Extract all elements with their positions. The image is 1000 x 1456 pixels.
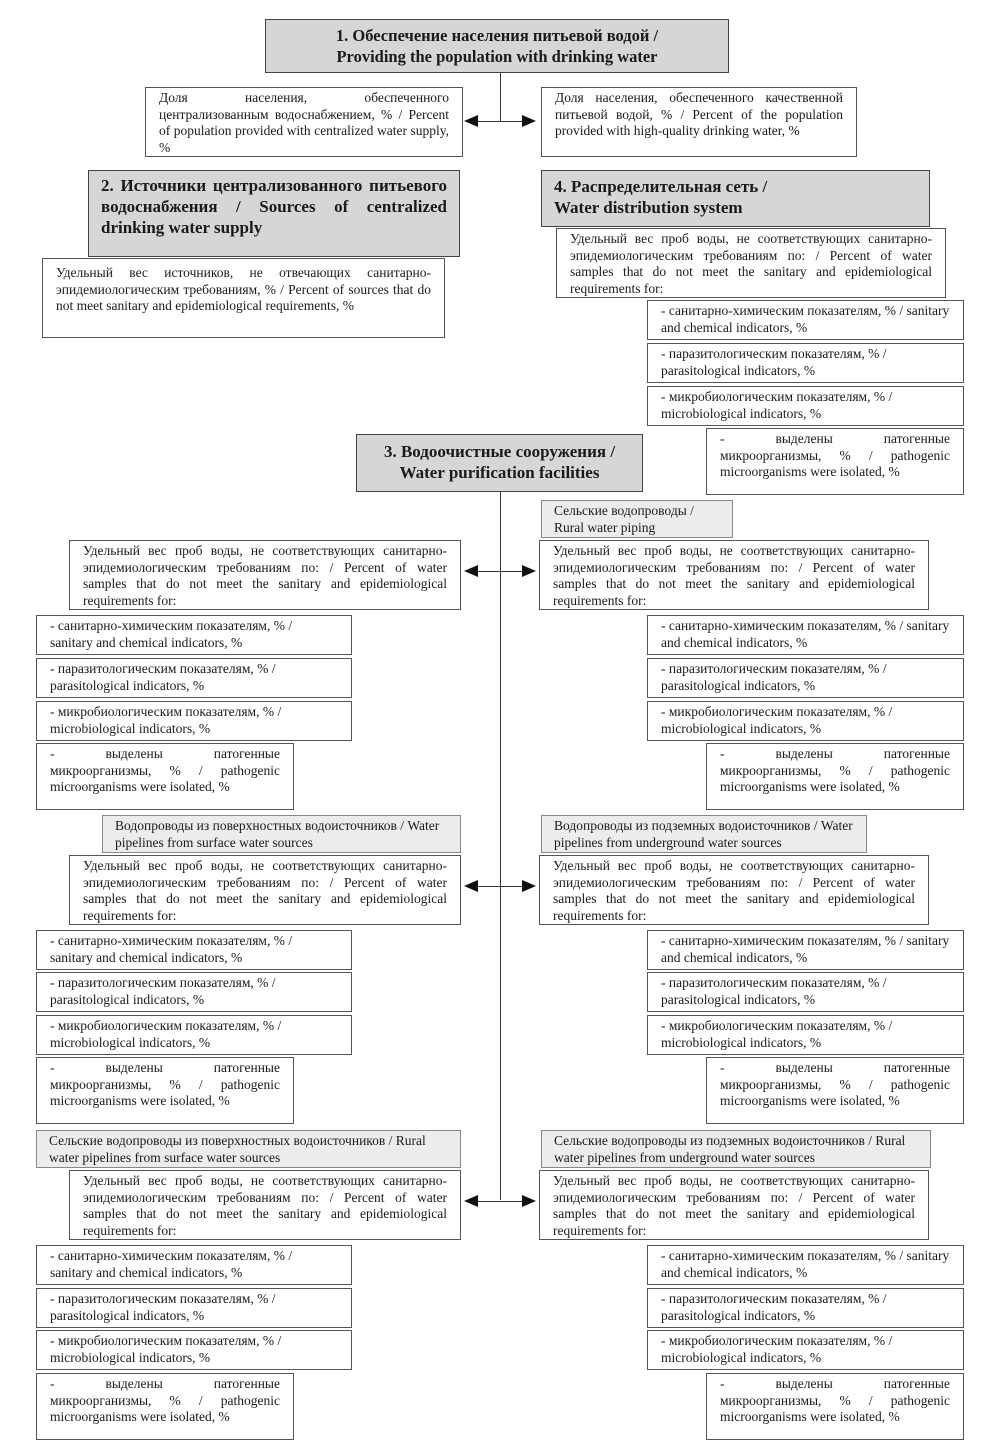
box-text: - паразитологическим показателям, % / parasitological indicators, %: [661, 661, 887, 693]
box-text: Удельный вес проб воды, не соответствующих санитарно-эпидемиологическим требованиям по: / Percent of water samples that do not meet the sanitary and epidemiological requirements for:: [83, 543, 447, 608]
box-text: - микробиологическим показателям, % / microbiological indicators, %: [50, 1018, 282, 1050]
subhead-rural-surface: [36, 1130, 461, 1168]
parasit-box: [36, 972, 352, 1012]
box-text: - микробиологическим показателям, % / microbiological indicators, %: [661, 389, 893, 421]
patho-box: [36, 1373, 294, 1440]
box-text: - санитарно-химическим показателям, % / sanitary and chemical indicators, %: [50, 933, 293, 965]
population-quality-box: [541, 87, 857, 157]
parasit-box: [36, 1288, 352, 1328]
box-text: - паразитологическим показателям, % / parasitological indicators, %: [661, 1291, 887, 1323]
subhead-text: Сельские водопроводы из подземных водоисточников / Rural water pipelines from underground water sources: [554, 1133, 906, 1165]
micro-box: [647, 701, 964, 741]
chem-box: [36, 615, 352, 655]
connector-h3: [478, 1201, 522, 1202]
box-text: - микробиологическим показателям, % / microbiological indicators, %: [661, 704, 893, 736]
chem-box: [36, 930, 352, 970]
subhead-text: Водопроводы из поверхностных водоисточников / Water pipelines from surface water sources: [115, 818, 440, 850]
arrow-right: [522, 115, 536, 127]
samples-box: [539, 1170, 929, 1240]
chem-box: [647, 300, 964, 340]
box-text: - выделены патогенные микроорганизмы, % / pathogenic microorganisms were isolated, %: [50, 1060, 280, 1108]
box-text: - микробиологическим показателям, % / microbiological indicators, %: [50, 704, 282, 736]
box-text: - санитарно-химическим показателям, % / sanitary and chemical indicators, %: [661, 933, 950, 965]
box-text: - выделены патогенные микроорганизмы, % / pathogenic microorganisms were isolated, %: [720, 431, 950, 479]
chem-box: [647, 615, 964, 655]
parasit-box: [36, 658, 352, 698]
patho-box: [706, 743, 964, 810]
parasit-box: [647, 658, 964, 698]
chem-box: [647, 1245, 964, 1285]
arrow-left: [464, 1195, 478, 1207]
box-text: Удельный вес проб воды, не соответствующих санитарно-эпидемиологическим требованиям по: / Percent of water samples that do not meet the sanitary and epidemiological requirements for:: [83, 858, 447, 923]
subhead-rural-underground: [541, 1130, 931, 1168]
box-text: - микробиологическим показателям, % / microbiological indicators, %: [661, 1333, 893, 1365]
box-text: Доля населения, обеспеченного централизованным водоснабжением, % / Percent of population provided with centralized water supply, %: [159, 90, 449, 155]
chem-box: [647, 930, 964, 970]
micro-box: [647, 386, 964, 426]
box-text: Удельный вес проб воды, не соответствующих санитарно-эпидемиологическим требованиям по: / Percent of water samples that do not meet the sanitary and epidemiological requirements for:: [570, 231, 932, 296]
box-text: - микробиологическим показателям, % / microbiological indicators, %: [661, 1018, 893, 1050]
box-text: Удельный вес проб воды, не соответствующих санитарно-эпидемиологическим требованиям по: / Percent of water samples that do not meet the sanitary and epidemiological requirements for:: [553, 858, 915, 923]
arrow-right: [522, 1195, 536, 1207]
samples-box: [556, 228, 946, 298]
connector-top-h: [478, 121, 522, 122]
box-text: - паразитологическим показателям, % / parasitological indicators, %: [50, 1291, 276, 1323]
box-text: - санитарно-химическим показателям, % / sanitary and chemical indicators, %: [661, 1248, 950, 1280]
patho-box: [36, 743, 294, 810]
micro-box: [36, 1330, 352, 1370]
connector-h1: [478, 571, 522, 572]
patho-box: [706, 1373, 964, 1440]
section4-title-ru: 4. Распределительная сеть /: [554, 177, 768, 196]
box-text: - паразитологическим показателям, % / parasitological indicators, %: [50, 975, 276, 1007]
arrow-left: [464, 565, 478, 577]
arrow-left: [464, 880, 478, 892]
box-text: Удельный вес проб воды, не соответствующих санитарно-эпидемиологическим требованиям по: / Percent of water samples that do not meet the sanitary and epidemiological requirements for:: [553, 543, 915, 608]
subhead-text: Сельские водопроводы / Rural water piping: [554, 503, 694, 535]
box-text: Удельный вес источников, не отвечающих санитарно-эпидемиологическим требованиям, % / Percent of sources that do not meet sanitary and epidemiological requirements, %: [56, 265, 431, 313]
samples-box: [539, 540, 929, 610]
connector-main: [500, 492, 501, 1200]
parasit-box: [647, 343, 964, 383]
micro-box: [36, 701, 352, 741]
box-text: Доля населения, обеспеченного качественной питьевой водой, % / Percent of the population provided with high-quality drinking water, %: [555, 90, 843, 138]
section3-header: [356, 434, 643, 492]
subhead-text: Водопроводы из подземных водоисточников / Water pipelines from underground water sources: [554, 818, 853, 850]
box-text: - паразитологическим показателям, % / parasitological indicators, %: [661, 346, 887, 378]
section2-header: [88, 170, 460, 257]
connector-top: [500, 72, 501, 122]
patho-box: [36, 1057, 294, 1124]
sources-noncompliant-box: [42, 258, 445, 338]
samples-box: [69, 855, 461, 925]
connector-h2: [478, 886, 522, 887]
section1-header: [265, 19, 729, 73]
parasit-box: [647, 1288, 964, 1328]
arrow-right: [522, 880, 536, 892]
micro-box: [647, 1330, 964, 1370]
samples-box: [539, 855, 929, 925]
samples-box: [69, 1170, 461, 1240]
chem-box: [36, 1245, 352, 1285]
box-text: - санитарно-химическим показателям, % / sanitary and chemical indicators, %: [50, 1248, 293, 1280]
section3-title-ru: 3. Водоочистные сооружения /: [383, 442, 616, 461]
arrow-left: [464, 115, 478, 127]
section1-title-en: Providing the population with drinking water: [336, 47, 658, 66]
subhead-underground: [541, 815, 867, 853]
section4-title-en: Water distribution system: [554, 198, 743, 217]
box-text: - микробиологическим показателям, % / microbiological indicators, %: [50, 1333, 282, 1365]
box-text: - санитарно-химическим показателям, % / sanitary and chemical indicators, %: [50, 618, 293, 650]
samples-box: [69, 540, 461, 610]
subhead-surface: [102, 815, 461, 853]
box-text: - выделены патогенные микроорганизмы, % / pathogenic microorganisms were isolated, %: [720, 1060, 950, 1108]
patho-box: [706, 1057, 964, 1124]
box-text: - санитарно-химическим показателям, % / sanitary and chemical indicators, %: [661, 303, 950, 335]
patho-box: [706, 428, 964, 495]
box-text: - выделены патогенные микроорганизмы, % / pathogenic microorganisms were isolated, %: [720, 746, 950, 794]
box-text: - паразитологическим показателям, % / parasitological indicators, %: [661, 975, 887, 1007]
box-text: Удельный вес проб воды, не соответствующих санитарно-эпидемиологическим требованиям по: / Percent of water samples that do not meet the sanitary and epidemiological requirements for:: [553, 1173, 915, 1238]
box-text: - выделены патогенные микроорганизмы, % / pathogenic microorganisms were isolated, %: [720, 1376, 950, 1424]
box-text: - выделены патогенные микроорганизмы, % / pathogenic microorganisms were isolated, %: [50, 746, 280, 794]
micro-box: [647, 1015, 964, 1055]
box-text: - выделены патогенные микроорганизмы, % / pathogenic microorganisms were isolated, %: [50, 1376, 280, 1424]
section1-title-ru: 1. Обеспечение населения питьевой водой /: [335, 26, 659, 45]
box-text: - паразитологическим показателям, % / parasitological indicators, %: [50, 661, 276, 693]
subhead-text: Сельские водопроводы из поверхностных водоисточников / Rural water pipelines from surface water sources: [49, 1133, 426, 1165]
box-text: Удельный вес проб воды, не соответствующих санитарно-эпидемиологическим требованиям по: / Percent of water samples that do not meet the sanitary and epidemiological requirements for:: [83, 1173, 447, 1238]
population-centralized-box: [145, 87, 463, 157]
box-text: - санитарно-химическим показателям, % / sanitary and chemical indicators, %: [661, 618, 950, 650]
subhead-rural: [541, 500, 733, 538]
section3-title-en: Water purification facilities: [399, 463, 600, 482]
arrow-right: [522, 565, 536, 577]
section4-header: [541, 170, 930, 227]
micro-box: [36, 1015, 352, 1055]
parasit-box: [647, 972, 964, 1012]
section2-title: 2. Источники централизованного питьевого водоснабжения / Sources of centralized drinking water supply: [101, 176, 447, 237]
